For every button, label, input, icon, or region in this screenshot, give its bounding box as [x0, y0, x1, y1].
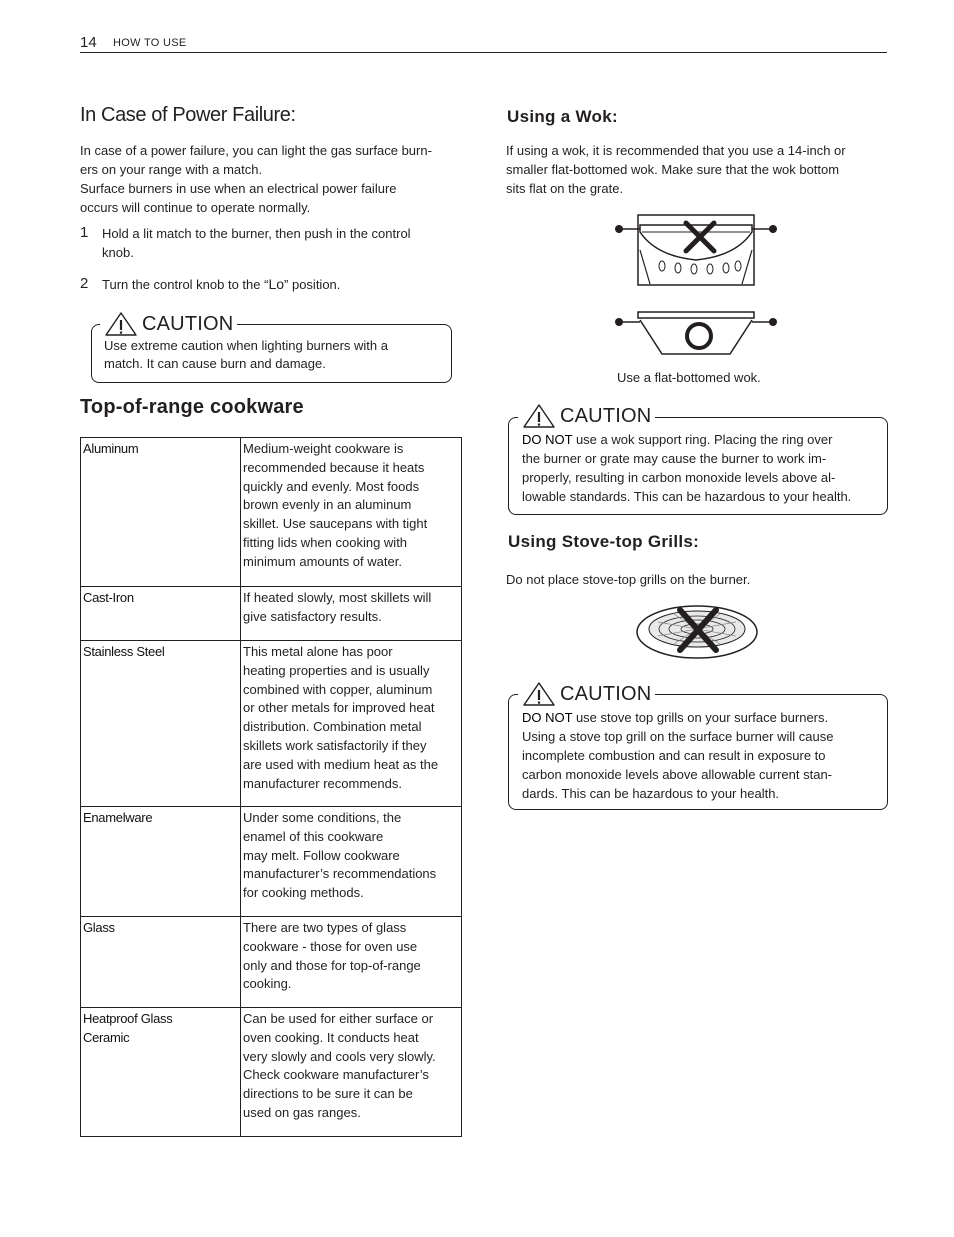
caution-label: CAUTION	[142, 312, 234, 335]
description-cell	[241, 917, 462, 1008]
step-number: 2	[80, 275, 89, 292]
desc-line: heating properties and is usually	[243, 662, 430, 678]
desc-line: give satisfactory results.	[243, 608, 382, 624]
desc-line: manufacturer’s recommendations	[243, 866, 437, 882]
desc-line: or other metals for improved heat	[243, 700, 435, 716]
power-failure-intro	[80, 141, 470, 217]
caution-line: dards. This can be hazardous to your health.	[522, 786, 780, 801]
wok-ring-illustration	[610, 210, 782, 290]
stove-grill-illustration	[634, 602, 760, 660]
desc-line: used on gas ranges.	[243, 1104, 361, 1120]
desc-line: oven cooking. It conducts heat	[243, 1029, 419, 1045]
description-cell	[241, 641, 462, 807]
caution-header	[518, 403, 655, 429]
lo-setting: Lo	[268, 276, 285, 292]
desc-line: recommended because it heats	[243, 459, 425, 475]
desc-line: There are two types of glass	[243, 920, 407, 935]
caution-line	[522, 430, 884, 449]
desc-line: are used with medium heat as the	[243, 756, 439, 772]
caution-line: incomplete combustion and can result in exposure to	[522, 748, 826, 763]
material-cell: Cast-Iron	[81, 587, 241, 641]
step-number: 1	[80, 224, 89, 241]
wok-line: If using a wok, it is recommended that you use a 14-inch or	[506, 143, 846, 158]
material-cell: Glass	[81, 917, 241, 1008]
step-text: ” position.	[284, 277, 341, 292]
desc-line: distribution. Combination metal	[243, 719, 422, 735]
cookware-title: Top-of-range cookware	[80, 396, 304, 418]
caution-label: CAUTION	[560, 404, 652, 427]
caution-text-rest: use a wok support ring. Placing the ring over	[572, 432, 833, 447]
material-cell: Stainless Steel	[81, 641, 241, 807]
caution-line: carbon monoxide levels above allowable current stan-	[522, 767, 833, 782]
desc-line: for cooking methods.	[243, 885, 364, 901]
desc-line: brown evenly in an aluminum	[243, 497, 412, 513]
step-1-text	[102, 224, 411, 262]
material-line: Ceramic	[83, 1029, 130, 1045]
table-row	[81, 917, 462, 1008]
step-line: Hold a lit match to the burner, then push in the control	[102, 226, 411, 241]
table-row	[81, 1008, 462, 1137]
grills-title: Using Stove-top Grills:	[508, 532, 700, 551]
material-cell	[81, 1008, 241, 1137]
table-row	[81, 587, 462, 641]
material-cell: Enamelware	[81, 807, 241, 917]
wok-caption: Use a flat-bottomed wok.	[617, 370, 761, 385]
desc-line: cooking.	[243, 976, 292, 992]
desc-line: enamel of this cookware	[243, 828, 384, 844]
caution-label: CAUTION	[560, 682, 652, 705]
desc-line: combined with copper, aluminum	[243, 681, 433, 697]
grills-text: Do not place stove-top grills on the burner.	[506, 572, 751, 587]
flat-wok-illustration	[610, 306, 782, 360]
desc-line: Check cookware manufacturer’s	[243, 1067, 429, 1083]
desc-line: only and those for top-of-range	[243, 957, 421, 973]
intro-line: ers on your range with a match.	[80, 162, 263, 177]
description-cell	[241, 1008, 462, 1137]
caution-line: properly, resulting in carbon monoxide levels above al-	[522, 470, 836, 485]
intro-line: In case of a power failure, you can light the gas surface burn-	[80, 143, 432, 158]
description-cell	[241, 587, 462, 641]
warning-triangle-icon	[522, 681, 556, 707]
warning-triangle-icon	[104, 311, 138, 337]
step-line: knob.	[102, 245, 134, 260]
warning-triangle-icon	[522, 403, 556, 429]
desc-line: quickly and evenly. Most foods	[243, 478, 420, 494]
power-failure-title: In Case of Power Failure:	[80, 104, 296, 126]
desc-line: cookware - those for oven use	[243, 938, 418, 954]
desc-line: Can be used for either surface or	[243, 1011, 434, 1026]
desc-line: Under some conditions, the	[243, 810, 402, 825]
desc-line: If heated slowly, most skillets will	[243, 590, 432, 605]
caution-line	[522, 708, 884, 727]
step-text: Turn the control knob to the “	[102, 277, 269, 292]
table-row	[81, 438, 462, 587]
caution-text-rest: use stove top grills on your surface burners.	[572, 710, 829, 725]
caution-text	[522, 708, 884, 803]
desc-line: may melt. Follow cookware	[243, 847, 400, 863]
desc-line: This metal alone has poor	[243, 644, 393, 659]
caution-line: the burner or grate may cause the burner to work im-	[522, 451, 827, 466]
do-not-emphasis: DO NOT	[522, 432, 573, 447]
wok-text	[506, 141, 891, 198]
intro-line: Surface burners in use when an electrical power failure	[80, 181, 397, 196]
desc-line: directions to be sure it can be	[243, 1086, 413, 1102]
caution-header	[518, 681, 655, 707]
desc-line: manufacturer recommends.	[243, 775, 402, 791]
caution-text	[104, 337, 444, 373]
caution-line: match. It can cause burn and damage.	[104, 356, 326, 371]
do-not-emphasis: DO NOT	[522, 710, 573, 725]
description-cell	[241, 807, 462, 917]
cookware-table	[80, 437, 462, 1137]
caution-line: Use extreme caution when lighting burners with a	[104, 338, 388, 353]
desc-line: very slowly and cools very slowly.	[243, 1048, 436, 1064]
wok-line: smaller flat-bottomed wok. Make sure that the wok bottom	[506, 162, 840, 177]
table-row	[81, 807, 462, 917]
desc-line: fitting lids when cooking with	[243, 534, 408, 550]
caution-line: lowable standards. This can be hazardous to your health.	[522, 489, 852, 504]
intro-line: occurs will continue to operate normally.	[80, 200, 311, 215]
wok-line: sits flat on the grate.	[506, 181, 624, 196]
description-cell	[241, 438, 462, 587]
wok-title: Using a Wok:	[507, 107, 618, 126]
desc-line: skillet. Use saucepans with tight	[243, 516, 428, 532]
header-rule	[80, 52, 887, 53]
step-2-text	[102, 275, 340, 294]
table-row	[81, 641, 462, 807]
caution-text	[522, 430, 884, 506]
caution-header	[100, 311, 237, 337]
material-line: Heatproof Glass	[83, 1011, 173, 1026]
desc-line: skillets work satisfactorily if they	[243, 737, 427, 753]
desc-line: minimum amounts of water.	[243, 553, 402, 569]
caution-line: Using a stove top grill on the surface burner will cause	[522, 729, 834, 744]
section-label: HOW TO USE	[113, 37, 187, 49]
material-cell: Aluminum	[81, 438, 241, 587]
page-number: 14	[80, 34, 97, 51]
desc-line: Medium-weight cookware is	[243, 441, 404, 456]
